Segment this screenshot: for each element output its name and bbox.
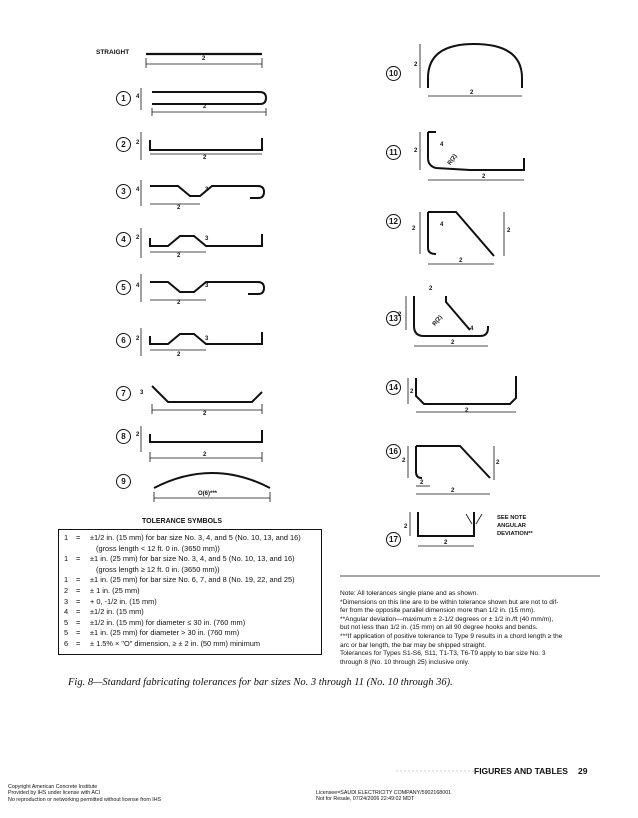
notes: Note: All tolerances single plane and as shown. *Dimensions on this line are to be within tolerance shown but are not to dif- fer from the opposite parallel dimension more than 1/2 in. (15 mm). **Angular deviation—maximum ± 2-1/2 degrees or ± 1/2 in./ft (40 mm/m), but not less than 1/2 in. (15 mm) on all 90 degree hooks and bends. ***If application of positive tolerance to Type 9 results in a chord length ≥ the arc or bar length, the bar may be shipped straight. Tolerances for Types S1-S6, S11, T1-T3, T6-T9 apply to bar size No. 3 through 8 (No. 10 through 25) inclusive only. bbox=[340, 590, 563, 666]
shape-1 bbox=[141, 88, 266, 116]
dim-label: 2 bbox=[136, 336, 140, 342]
shape-number: 16 bbox=[386, 444, 401, 459]
shape-number: 12 bbox=[386, 214, 401, 229]
dim-label: 2 bbox=[414, 148, 418, 154]
dim-label: 2 bbox=[177, 205, 181, 211]
shape-number: 8 bbox=[116, 429, 131, 444]
dim-label: 2 bbox=[203, 104, 207, 110]
shape-6 bbox=[141, 328, 262, 356]
tolerance-equals: = bbox=[76, 639, 81, 648]
dim-label: 2 bbox=[404, 524, 408, 530]
shape-3 bbox=[141, 180, 264, 206]
shape-11 bbox=[420, 132, 524, 180]
straight-dim: 2 bbox=[202, 56, 206, 62]
dim-label: 4 bbox=[440, 222, 444, 228]
dim-label: 4 bbox=[136, 187, 140, 193]
shape-number: 9 bbox=[116, 474, 131, 489]
shape-2 bbox=[141, 132, 262, 160]
dim-label: 2 bbox=[470, 90, 474, 96]
tolerance-symbol: 5 bbox=[64, 628, 69, 638]
dim-label: 2 bbox=[451, 340, 455, 346]
page-number: 29 bbox=[578, 766, 588, 776]
tolerance-text: ±1/2 in. (15 mm) for diameter ≤ 30 in. (760 mm) bbox=[90, 617, 246, 627]
figure-caption: Fig. 8—Standard fabricating tolerances for bar sizes No. 3 through 11 (No. 10 through 36). bbox=[68, 677, 453, 688]
dim-label: 3 bbox=[205, 283, 209, 289]
tolerance-equals: = bbox=[76, 533, 81, 542]
tolerance-text: (gross length < 12 ft. 0 in. (3650 mm)) bbox=[96, 543, 220, 553]
dim-label: 2 bbox=[136, 140, 140, 146]
tolerance-equals: = bbox=[76, 586, 81, 595]
tolerance-text: ±1 in. (25 mm) for bar size No. 3, 4, and 5 (No. 10, 13, and 16) bbox=[90, 554, 295, 564]
shape-4 bbox=[141, 228, 262, 258]
dim-label: 2 bbox=[420, 480, 424, 486]
tolerance-symbol: 2 bbox=[64, 586, 69, 595]
dim-label: 2 bbox=[414, 62, 418, 68]
dim-label: 2 bbox=[177, 352, 181, 358]
tolerance-symbol: 6 bbox=[64, 639, 69, 648]
dim-label: 3 bbox=[205, 336, 209, 342]
tolerance-text: ±1 in. (25 mm) for diameter > 30 in. (760 mm) bbox=[90, 628, 240, 638]
dim-label: 3 bbox=[140, 390, 144, 396]
dim-label: 2 bbox=[177, 300, 181, 306]
tolerance-text: ± 1.5% × "O" dimension, ≥ ± 2 in. (50 mm) minimum bbox=[90, 639, 260, 648]
shape-16 bbox=[408, 446, 494, 494]
tolerance-symbol: 3 bbox=[64, 596, 69, 606]
shape-number: 14 bbox=[386, 380, 401, 395]
tolerance-equals: = bbox=[76, 554, 81, 564]
dim-label: 3 bbox=[205, 187, 209, 193]
tolerance-text: ±1/2 in. (15 mm) for bar size No. 3, 4, and 5 (No. 10, 13, and 16) bbox=[90, 533, 301, 542]
shape-number: 11 bbox=[386, 145, 401, 160]
tolerance-text: + 0, -1/2 in. (15 mm) bbox=[90, 596, 157, 606]
tolerance-equals: = bbox=[76, 596, 81, 606]
tolerance-symbol: 1 bbox=[64, 575, 69, 585]
dim-label: 2 bbox=[444, 540, 448, 546]
tolerance-symbol: 1 bbox=[64, 533, 69, 542]
shape-number: 7 bbox=[116, 386, 131, 401]
dim-label: 4 bbox=[440, 142, 444, 148]
shape-14 bbox=[408, 376, 516, 412]
see-note-label: SEE NOTE ANGULAR DEVIATION** bbox=[497, 515, 533, 537]
dim-label: 2 bbox=[451, 488, 455, 494]
dim-label: 2 bbox=[465, 408, 469, 414]
tolerance-text: ± 1 in. (25 mm) bbox=[90, 586, 140, 595]
shape-number: 3 bbox=[116, 184, 131, 199]
shape-number: 2 bbox=[116, 137, 131, 152]
footer-title: FIGURES AND TABLES bbox=[474, 766, 568, 776]
tolerance-title: TOLERANCE SYMBOLS bbox=[142, 518, 222, 525]
dim-label: 2 bbox=[496, 460, 500, 466]
straight-label: STRAIGHT bbox=[96, 49, 130, 56]
dim-label: 2 bbox=[203, 452, 207, 458]
dim-label: 2 bbox=[507, 228, 511, 234]
tolerance-equals: = bbox=[76, 607, 81, 617]
dim-label: 2 bbox=[459, 258, 463, 264]
shape-12 bbox=[420, 212, 504, 264]
dim-label: 2 bbox=[412, 226, 416, 232]
shape-number: 5 bbox=[116, 280, 131, 295]
dim-label: 2 bbox=[482, 174, 486, 180]
shape-10 bbox=[420, 44, 522, 96]
footer-license: Licensee=SAUDI ELECTRICITY COMPANY/5902168001 Not for Resale, 07/24/2006 22:49:02 MDT bbox=[316, 790, 452, 803]
footer-copyright: Copyright American Concrete Institute Provided by IHS under license with ACI No reproduction or networking permitted without license from IHS bbox=[8, 784, 162, 803]
dim-label: 2 bbox=[203, 155, 207, 161]
shape-number: 4 bbox=[116, 232, 131, 247]
tolerance-equals: = bbox=[76, 617, 81, 627]
dim-label: 4 bbox=[136, 94, 140, 100]
dim-label: R(2) bbox=[431, 314, 444, 328]
dim-label: 2 bbox=[136, 432, 140, 438]
shape-number: 13 bbox=[386, 311, 401, 326]
shape-number: 10 bbox=[386, 66, 401, 81]
tolerance-symbol: 5 bbox=[64, 617, 69, 627]
shape-5 bbox=[141, 274, 264, 302]
shape-number: 6 bbox=[116, 333, 131, 348]
shape-13 bbox=[406, 296, 488, 346]
tolerance-text: ±1 in. (25 mm) for bar size No. 6, 7, and 8 (No. 19, 22, and 25) bbox=[90, 575, 295, 585]
tolerance-symbol: 4 bbox=[64, 607, 69, 617]
dim-label: 2 bbox=[429, 286, 433, 292]
dim-label: R(2) bbox=[447, 153, 459, 167]
dim-label: 2 bbox=[402, 458, 406, 464]
shape-8 bbox=[141, 426, 262, 462]
dim-label: 2 bbox=[177, 253, 181, 259]
tolerance-equals: = bbox=[76, 628, 81, 638]
dim-label: 2 bbox=[398, 312, 402, 318]
shape-number: 1 bbox=[116, 91, 131, 106]
tolerance-symbol: 1 bbox=[64, 554, 69, 564]
tolerance-equals: = bbox=[76, 575, 81, 585]
dim-label: 4 bbox=[136, 283, 140, 289]
dim-label: 2 bbox=[203, 411, 207, 417]
shape-7 bbox=[152, 386, 262, 414]
shape-number: 17 bbox=[386, 532, 401, 547]
shape-9 bbox=[154, 473, 270, 502]
dim-label: 3 bbox=[205, 236, 209, 242]
dim-label: 4 bbox=[470, 326, 474, 332]
dim-label: O(6)*** bbox=[198, 491, 218, 497]
dim-label: 2 bbox=[136, 235, 140, 241]
dim-label: 2 bbox=[410, 389, 414, 395]
tolerance-text: (gross length ≥ 12 ft. 0 in. (3650 mm)) bbox=[96, 564, 220, 574]
tolerance-text: ±1/2 in. (15 mm) bbox=[90, 607, 144, 617]
